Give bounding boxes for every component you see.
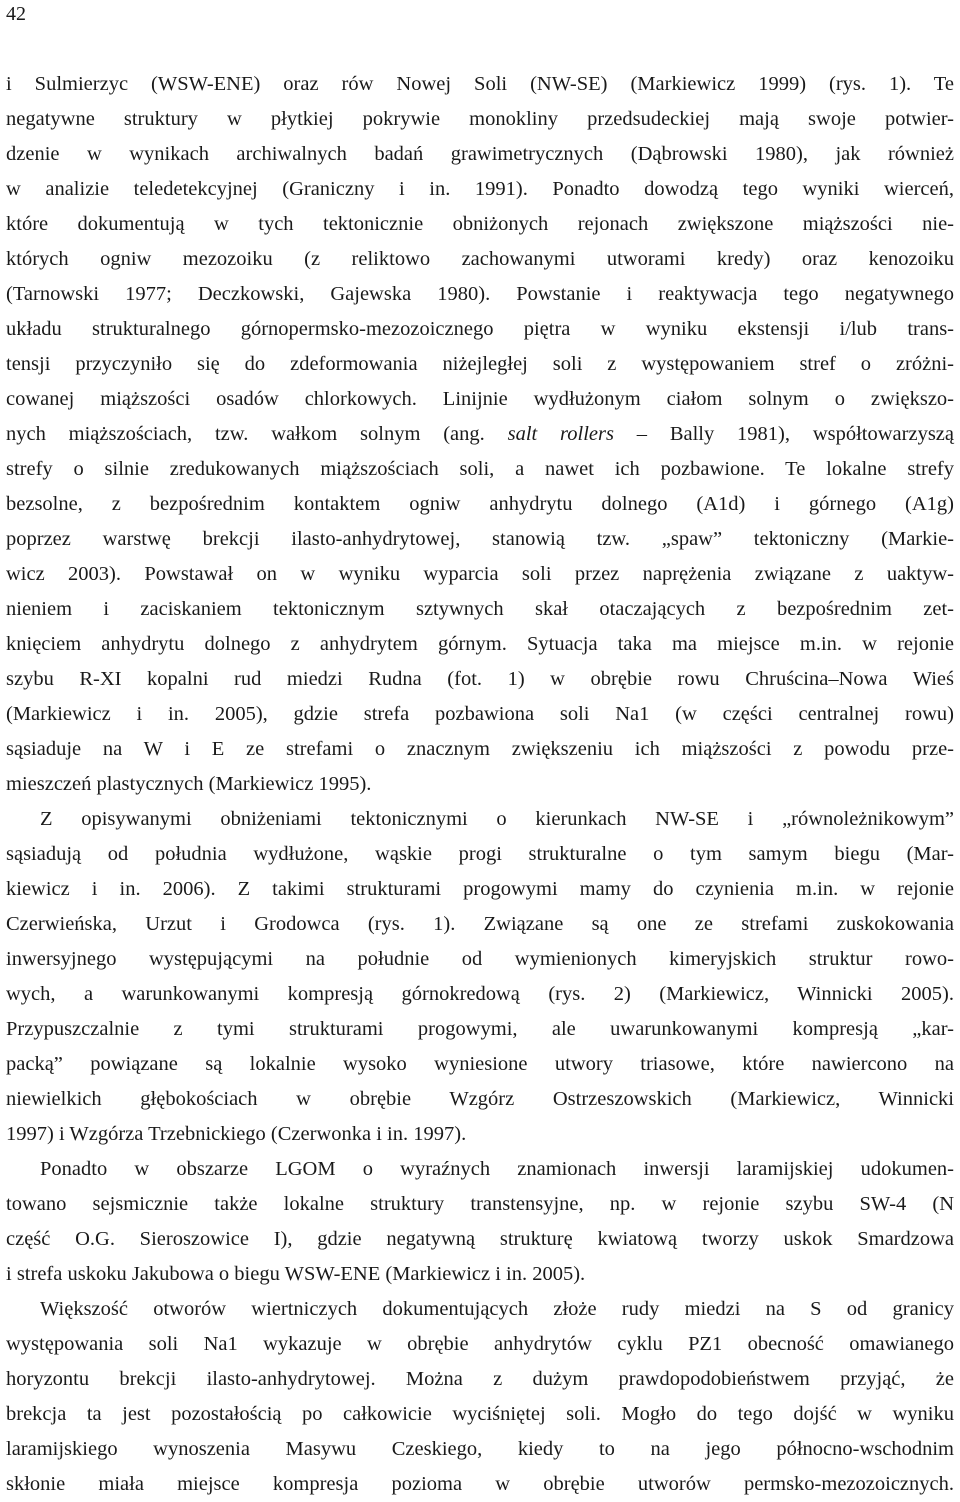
text-line: inwersyjnego występującymi na południe od wymienionych kimeryjskich struktur rowo- — [6, 948, 954, 970]
text-line: Większość otworów wiertniczych dokumentujących złoże rudy miedzi na S od granicy — [40, 1298, 954, 1320]
text-line: Ponadto w obszarze LGOM o wyraźnych znamionach inwersji laramijskiej udokumen- — [40, 1158, 954, 1180]
text-line: nych miąższościach, tzw. wałkom solnym (ang. salt rollers – Bally 1981), współtowarzyszą — [6, 423, 954, 445]
text-line: niewielkich głębokościach w obrębie Wzgórz Ostrzeszowskich (Markiewicz, Winnicki — [6, 1088, 954, 1110]
text-line: knięciem anhydrytu dolnego z anhydrytem górnym. Sytuacja taka ma miejsce m.in. w rejonie — [6, 633, 954, 655]
text-line: negatywne struktury w płytkiej pokrywie monokliny przedsudeckiej mają swoje potwier- — [6, 108, 954, 130]
text-line: i Sulmierzyc (WSW-ENE) oraz rów Nowej Soli (NW-SE) (Markiewicz 1999) (rys. 1). Te — [6, 73, 954, 95]
text-line: wicz 2003). Powstawał on w wyniku wyparcia soli przez naprężenia związane z uaktyw- — [6, 563, 954, 585]
text-line: towano sejsmicznie także lokalne struktury transtensyjne, np. w rejonie szybu SW-4 (N — [6, 1193, 954, 1215]
text-line: nieniem i zaciskaniem tektonicznym sztywnych skał otaczających z bezpośrednim zet- — [6, 598, 954, 620]
paragraph — [6, 67, 954, 802]
text-line: horyzontu brekcji ilasto-anhydrytowej. Można z dużym prawdopodobieństwem przyjąć, że — [6, 1368, 954, 1390]
text-line: w analizie teledetekcyjnej (Graniczny i in. 1991). Ponadto dowodzą tego wyniki wierceń, — [6, 178, 954, 200]
text-line: sąsiaduje na W i E ze strefami o znacznym zwiększeniu ich miąższości z powodu prze- — [6, 738, 954, 760]
paragraph — [6, 1152, 954, 1292]
text-line: wych, a warunkowanymi kompresją górnokredową (rys. 2) (Markiewicz, Winnicki 2005). — [6, 983, 954, 1005]
text-line: bezsolne, z bezpośrednim kontaktem ogniw anhydrytu dolnego (A1d) i górnego (A1g) — [6, 493, 954, 515]
text-line: cowanej miąższości osadów chlorkowych. Linijnie wydłużonym ciałom solnym o zwiększo- — [6, 388, 954, 410]
text-line: część O.G. Sieroszowice I), gdzie negatywną strukturę kwiatową tworzy uskok Smardzowa — [6, 1228, 954, 1250]
text-line: Czerwieńska, Urzut i Grodowca (rys. 1). Związane są one ze strefami zuskokowania — [6, 913, 954, 935]
text-line: dzenie w wynikach archiwalnych badań grawimetrycznych (Dąbrowski 1980), jak również — [6, 143, 954, 165]
text-line: Z opisywanymi obniżeniami tektonicznymi o kierunkach NW-SE i „równoleżnikowym” — [40, 808, 954, 830]
text-line: brekcja ta jest pozostałością po całkowicie wyciśniętej soli. Mogło do tego dojść w wyniku — [6, 1403, 954, 1425]
text-line: Przypuszczalnie z tymi strukturami progowymi, ale uwarunkowanymi kompresją „kar- — [6, 1018, 954, 1040]
text-line: skłonie miała miejsce kompresja pozioma w obrębie utworów permsko-mezozoicznych. — [6, 1473, 954, 1495]
text-line: które dokumentują w tych tektonicznie obniżonych rejonach zwiększone miąższości nie- — [6, 213, 954, 235]
text-line: szybu R-XI kopalni rud miedzi Rudna (fot. 1) w obrębie rowu Chruścina–Nowa Wieś — [6, 668, 954, 690]
text-line: 1997) i Wzgórza Trzebnickiego (Czerwonka i in. 1997). — [6, 1123, 467, 1145]
text-line: strefy o silnie zredukowanych miąższościach soli, a nawet ich pozbawione. Te lokalne strefy — [6, 458, 954, 480]
text-line: kiewicz i in. 2006). Z takimi strukturami progowymi mamy do czynienia m.in. w rejonie — [6, 878, 954, 900]
document-body — [6, 67, 954, 1502]
page-number: 42 — [6, 3, 26, 25]
text-line: (Markiewicz i in. 2005), gdzie strefa pozbawiona soli Na1 (w części centralnej rowu) — [6, 703, 954, 725]
text-line: występowania soli Na1 wykazuje w obrębie anhydrytów cyklu PZ1 obecność omawianego — [6, 1333, 954, 1355]
text-line: packą” powiązane są lokalnie wysoko wyniesione utwory triasowe, które nawiercono na — [6, 1053, 954, 1075]
text-line: sąsiadują od południa wydłużone, wąskie progi strukturalne o tym samym biegu (Mar- — [6, 843, 954, 865]
text-line: laramijskiego wynoszenia Masywu Czeskiego, kiedy to na jego północno-wschodnim — [6, 1438, 954, 1460]
text-line: poprzez warstwę brekcji ilasto-anhydrytowej, stanowią tzw. „spaw” tektoniczny (Markie- — [6, 528, 954, 550]
paragraph — [6, 1292, 954, 1502]
text-line: mieszczeń plastycznych (Markiewicz 1995). — [6, 773, 372, 795]
paragraph — [6, 802, 954, 1152]
text-line: (Tarnowski 1977; Deczkowski, Gajewska 1980). Powstanie i reaktywacja tego negatywnego — [6, 283, 954, 305]
text-line: układu strukturalnego górnopermsko-mezozoicznego piętra w wyniku ekstensji i/lub trans- — [6, 318, 954, 340]
text-line: tensji przyczyniło się do zdeformowania niżejległej soli z występowaniem stref o zróżni- — [6, 353, 954, 375]
text-line: których ogniw mezozoiku (z reliktowo zachowanymi utworami kredy) oraz kenozoiku — [6, 248, 954, 270]
text-line: i strefa uskoku Jakubowa o biegu WSW-ENE (Markiewicz i in. 2005). — [6, 1263, 586, 1285]
